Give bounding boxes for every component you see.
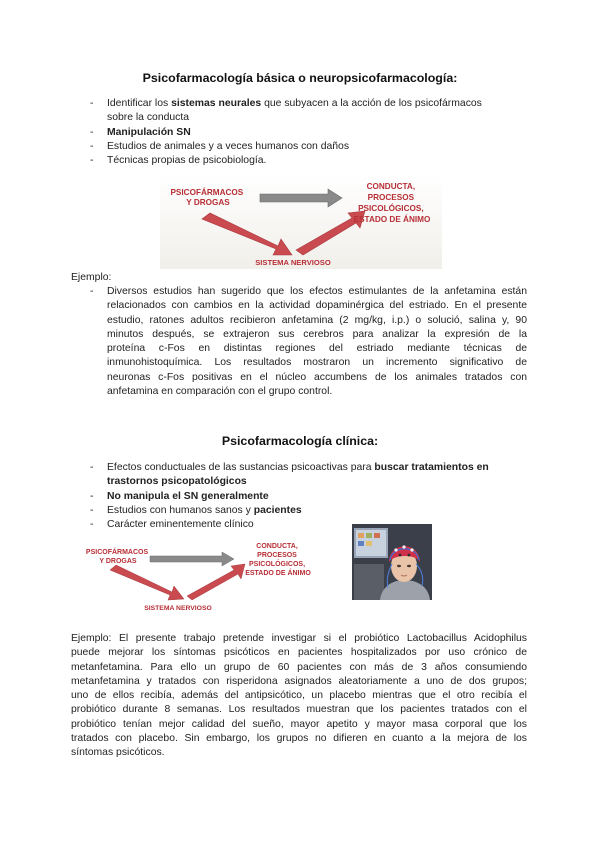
- ex2-line: metanfetamina y tratados con risperidona asignados aleatoriamente a uno de dos grupos;: [71, 675, 527, 687]
- section1-bullets: [90, 97, 520, 168]
- eeg-photo: [352, 524, 432, 600]
- section2-title: Psicofarmacología clínica:: [221, 434, 379, 448]
- ex2-line: probiótico durante 8 semanas. Los resultados muestran que los pacientes tratados con el: [71, 704, 527, 716]
- ex2-line: uno de ellos recibía, además del antipsicótico, un placebo mientras que el otro recibía el: [71, 690, 527, 702]
- diagram-1-right-line-2: PROCESOS: [367, 193, 415, 202]
- s2-bullet1-pre: Efectos conductuales de las sustancias psicoactivas para: [107, 462, 375, 473]
- section2-example-text: [71, 632, 527, 761]
- diagram-1-right-line-1: CONDUCTA,: [366, 182, 416, 191]
- ex1-line: anfetamina en comparación con el grupo control.: [107, 386, 333, 398]
- ex1-line: Diversos estudios han sugerido que los efectos estimulantes de la anfetamina están: [107, 286, 527, 297]
- ex1-line: relacionados con cambios en la actividad dopaminérgica del estriado. En el presente: [107, 300, 527, 312]
- s2-bullet1-bold-line2: trastornos psicopatológicos: [107, 476, 247, 488]
- diagram-1-right-line-3: PSICOLÓGICOS,: [358, 204, 424, 213]
- ex2-line: Ejemplo: El presente trabajo pretende investigar si el probiótico Lactobacillus Acidophilus: [71, 633, 527, 644]
- ex2-line: probiótico tenían mejor calidad del sueño, mayor apetito y mayor masa corporal que los: [71, 718, 527, 730]
- section1-bullet-2: [90, 126, 520, 140]
- diagram-2-left-line-1: PSICOFÁRMACOS: [85, 549, 149, 556]
- s2-bullet2-text: No manipula el SN generalmente: [107, 490, 269, 502]
- diagram-1-left-line-1: PSICOFÁRMACOS: [170, 188, 244, 197]
- ex1-line: inmunohistoquímica. Los resultados mostraron un incremento significativo de: [107, 357, 527, 369]
- section2-bullet-3: [90, 504, 530, 518]
- diagram-1-left-line-2: Y DROGAS: [186, 198, 230, 207]
- section1-example-text: [107, 285, 527, 399]
- section1-example-label: Ejemplo:: [71, 272, 112, 283]
- diagram-2: [80, 538, 320, 614]
- diagram-2-right-line-3: PSICOLÓGICOS,: [249, 561, 306, 568]
- bullet4-text: Técnicas propias de psicobiología.: [107, 155, 267, 167]
- ex2-line: metanfetamina. Para ello un grupo de 60 pacientes con más de 3 años consumiendo: [71, 661, 527, 673]
- section2-bullets: [90, 461, 530, 532]
- diagram-1-right-line-4: ESTADO DE ÁNIMO: [353, 215, 431, 224]
- s2-bullet4-text: Carácter eminentemente clínico: [107, 519, 254, 531]
- diagram-1-bottom-label: SISTEMA NERVIOSO: [255, 258, 331, 267]
- section1-bullet-4: [90, 154, 520, 168]
- bullet1-pre: Identificar los: [107, 98, 172, 109]
- section1-example-dash: -: [90, 286, 94, 297]
- bullet2-text: Manipulación SN: [107, 126, 191, 138]
- diagram-1: [160, 175, 442, 269]
- ex1-line: neuronas c-Fos positivas en el núcleo accumbens de los animales tratados con: [107, 371, 527, 383]
- diagram-2-bottom-label: SISTEMA NERVIOSO: [144, 605, 212, 612]
- diagram-2-right-line-4: ESTADO DE ÁNIMO: [245, 570, 311, 577]
- diagram-2-right-line-1: CONDUCTA,: [256, 543, 298, 550]
- ex1-line: proteína c-Fos en distintas regiones del estriado mediante técnicas de: [107, 343, 527, 355]
- bullet3-text: Estudios de animales y a veces humanos con daños: [107, 140, 350, 152]
- s2-bullet3-pre: Estudios con humanos sanos y: [107, 504, 254, 516]
- section1-bullet-1: [90, 97, 520, 126]
- bullet1-bold: sistemas neurales: [171, 98, 262, 109]
- diagram-2-left-line-2: Y DROGAS: [99, 558, 137, 565]
- section2-bullet-4: [90, 518, 530, 532]
- eeg-photo-illustration: [352, 524, 432, 600]
- diagram-2-right-line-2: PROCESOS: [257, 552, 297, 559]
- ex2-line: puede mejorar los síntomas psicóticos en pacientes hospitalizados por uso crónico de: [71, 647, 527, 659]
- section1-bullet-3: [90, 140, 520, 154]
- ex1-line: minutos después, se extrajeron sus cerebros para analizar la expresión de la: [107, 328, 527, 340]
- ex2-line: tratados con placebo. Sin embargo, los grupos no difieren en cuanto a la mejora de los: [71, 733, 527, 745]
- ex2-line: síntomas psicóticos.: [71, 747, 165, 759]
- section2-bullet-1: [90, 461, 530, 490]
- bullet1-post: que subyacen a la acción de los psicofármacos: [261, 98, 482, 109]
- section2-bullet-2: [90, 490, 530, 504]
- section1-title: Psicofarmacología básica o neuropsicofarmacología:: [142, 71, 458, 85]
- s2-bullet3-bold: pacientes: [253, 504, 302, 516]
- bullet1-line2: sobre la conducta: [107, 112, 190, 124]
- ex1-line: estudio, ratones adultos recibieron anfetamina (2 mg/kg, i.p.) o solució, salina y, 90: [107, 314, 527, 326]
- s2-bullet1-bold: buscar tratamientos en: [374, 462, 489, 473]
